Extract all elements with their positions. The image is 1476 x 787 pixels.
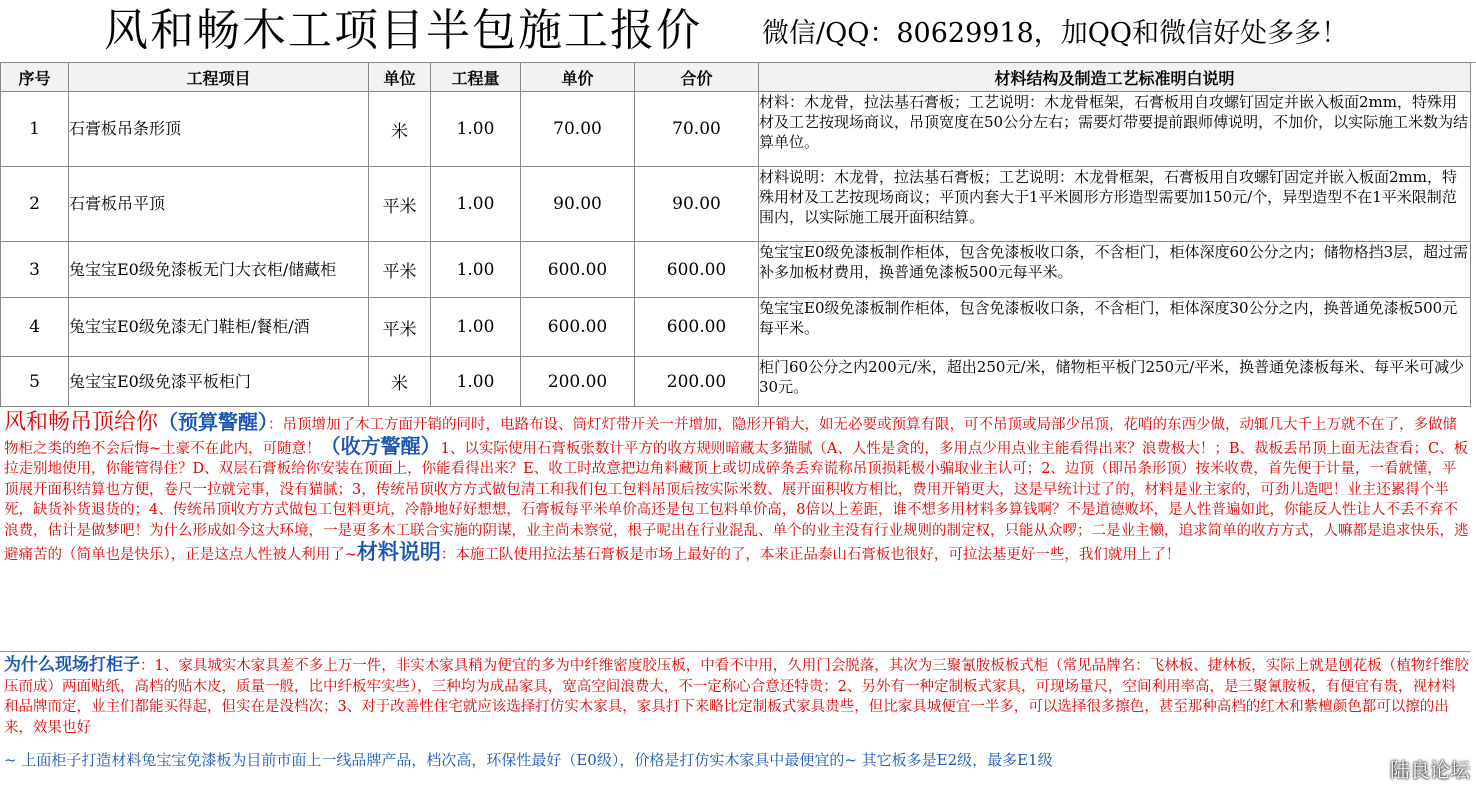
cell-total: 600.00 <box>635 298 759 357</box>
cell-qty: 1.00 <box>431 357 521 407</box>
table-row <box>1 92 1471 167</box>
budget-warning-label: （预算警醒） <box>158 410 269 434</box>
header-total: 合价 <box>635 63 759 92</box>
header-price: 单价 <box>521 63 635 92</box>
cell-price: 600.00 <box>521 242 635 298</box>
table-row <box>1 167 1471 242</box>
cell-qty: 1.00 <box>431 167 521 242</box>
cell-item: 兔宝宝E0级免漆无门鞋柜/餐柜/酒 <box>69 298 369 357</box>
cell-unit: 米 <box>369 92 431 167</box>
quote-table <box>0 62 1471 407</box>
notes-block-2 <box>4 655 1470 738</box>
cell-desc: 兔宝宝E0级免漆板制作柜体，包含免漆板收口条，不含柜门，柜体深度30公分之内，换普通免漆板500元每平米。 <box>759 298 1471 357</box>
title-row <box>0 0 1476 63</box>
cell-price: 90.00 <box>521 167 635 242</box>
footer-line: ~ 上面柜子打造材料兔宝宝免漆板为目前市面上一线品牌产品，档次高，环保性最好（E0级），价格是打仿实木家具中最便宜的~ 其它板多是E2级，最多E1级 <box>4 751 1053 769</box>
watermark: 陆良论坛 <box>1390 758 1470 782</box>
cell-item: 兔宝宝E0级免漆板无门大衣柜/储藏柜 <box>69 242 369 298</box>
header-unit: 单位 <box>369 63 431 92</box>
cell-no: 4 <box>1 298 69 357</box>
material-heading: 材料说明 <box>356 538 441 564</box>
cell-total: 200.00 <box>635 357 759 407</box>
budget-warning-text: ：吊顶增加了木工方面开销的同时，电路布设、筒灯灯带开关一并增加，隐形开销大，如无必要或预算有限，可不吊顶或局部少吊顶，花哨的东西少做，动辄几大千上万就不在了，多做储物柜之类的绝不会后悔~土豪不在此内，可随意！ <box>4 417 1458 457</box>
collect-warning-text: 1、以实际使用石膏板张数计平方的收方规则暗藏太多猫腻（A、人性是贪的，多用点少用点业主能看得出来？浪费极大！；B、裁板丢吊顶上面无法查看；C、板拉走别地使用，你能管得住？D、双层石膏板给你安装在顶面上，你能看得出来？E、收工时故意把边角料藏顶上或切成碎条丢弃谎称吊顶损耗极小骗取业主认可；2、边顶（即吊条形顶）按米收费，首先便于计量，一看就懂，平顶展开面积结算也方便，卷尺一拉就完事，没有猫腻；3，传统吊顶收方方式做包清工和我们包工包料吊顶后按实际米数、展开面积收方相比，费用开销更大，这是早统计过了的，材料是业主家的，可劲儿造吧！业主还累得个半死，缺货补货退货的；4、传统吊顶收方方式做包工包料更坑，冷静地好好想想，石膏板每平米单价高还是包工包料单价高，8倍以上差距，谁不想多用材料多算钱啊？不是道德败坏，是人性普遍如此，你能反人性让人不丢不弃不浪费，估计是做梦吧！为什么形成如今这大环境，一是更多木工联合实施的阴谋，业主尚未察觉，根子呢出在行业混乱、单个的业主没有行业规则的制定权，只能从众啰；二是业主懒，追求简单的收方方式，人嘛都是追求快乐，逃避痛苦的（简单也是快乐），正是这点人性被人利用了~ <box>4 440 1469 563</box>
section-divider <box>0 651 1470 652</box>
cell-desc: 柜门60公分之内200元/米，超出250元/米，储物柜平板门250元/平米，换普通免漆板每米、每平米可减少30元。 <box>759 357 1471 407</box>
cell-no: 3 <box>1 242 69 298</box>
collect-warning-label: （收方警醒） <box>320 433 441 458</box>
cell-desc: 材料说明：木龙骨，拉法基石膏板；工艺说明：木龙骨框架，石膏板用自攻螺钉固定并嵌入板面2mm，特殊用材及工艺按现场商议；平顶内套大于1平米圆形方形造型需要加150元/个，异型造型不在1平米限制范围内，以实际施工展开面积结算。 <box>759 167 1471 242</box>
cell-unit: 平米 <box>369 298 431 357</box>
table-row <box>1 298 1471 357</box>
table-row <box>1 242 1471 298</box>
cell-item: 兔宝宝E0级免漆平板柜门 <box>69 357 369 407</box>
cell-qty: 1.00 <box>431 92 521 167</box>
cell-unit: 米 <box>369 357 431 407</box>
header-item: 工程项目 <box>69 63 369 92</box>
cell-no: 2 <box>1 167 69 242</box>
cell-no: 1 <box>1 92 69 167</box>
cell-price: 600.00 <box>521 298 635 357</box>
page-title: 风和畅木工项目半包施工报价 <box>104 5 702 56</box>
table-row <box>1 357 1471 407</box>
cell-no: 5 <box>1 357 69 407</box>
why-text: ：1、家具城实木家具差不多上万一件，非实木家具稍为便宜的多为中纤维密度胶压板，中看不中用，久用门会脱落，其次为三聚氰胺板板式柜（常见品牌名：飞林板、捷林板，实际上就是刨花板（植物纤维胶压而成）两面贴纸，高档的贴木皮，质量一般，比中纤板牢实些），三种均为成品家具，宽高空间浪费大，不一定称心合意还特贵；2、另外有一种定制板式家具，可现场量尺，空间利用率高，是三聚氰胺板，有便宜有贵，视材料和品牌而定，业主们都能买得起，但实在是没档次；3、对于改善性住宅就应该选择打仿实木家具，家具打下来略比定制板式家具贵些，但比家具城便宜一半多，可以选择很多擦色，甚至那种高档的红木和紫檀颜色都可以擦的出来，效果也好 <box>4 658 1469 736</box>
contact-info: 微信/QQ：80629918，加QQ和微信好处多多！ <box>762 18 1349 49</box>
table-header-row <box>1 63 1471 92</box>
brand-heading: 风和畅吊顶给你 <box>4 410 159 435</box>
cell-unit: 平米 <box>369 167 431 242</box>
why-heading: 为什么现场打柜子 <box>4 655 140 675</box>
material-text: ：本施工队使用拉法基石膏板是市场上最好的了，本来正品泰山石膏板也很好，可拉法基更好一些，我们就用上了！ <box>440 546 1181 563</box>
cell-price: 200.00 <box>521 357 635 407</box>
cell-total: 70.00 <box>635 92 759 167</box>
cell-desc: 兔宝宝E0级免漆板制作柜体，包含免漆板收口条，不含柜门，柜体深度60公分之内；储物格挡3层，超过需补多加板材费用，换普通免漆板500元每平米。 <box>759 242 1471 298</box>
notes-block-1 <box>4 412 1470 565</box>
cell-qty: 1.00 <box>431 242 521 298</box>
cell-price: 70.00 <box>521 92 635 167</box>
cell-desc: 材料：木龙骨，拉法基石膏板；工艺说明：木龙骨框架，石膏板用自攻螺钉固定并嵌入板面2mm，特殊用材及工艺按现场商议，吊顶宽度在50公分左右；需要灯带要提前跟师傅说明，不加价，以实际施工米数为结算单位。 <box>759 92 1471 167</box>
cell-unit: 平米 <box>369 242 431 298</box>
header-no: 序号 <box>1 63 69 92</box>
cell-item: 石膏板吊平顶 <box>69 167 369 242</box>
header-qty: 工程量 <box>431 63 521 92</box>
header-desc: 材料结构及制造工艺标准明白说明 <box>759 63 1471 92</box>
cell-item: 石膏板吊条形顶 <box>69 92 369 167</box>
cell-qty: 1.00 <box>431 298 521 357</box>
cell-total: 90.00 <box>635 167 759 242</box>
cell-total: 600.00 <box>635 242 759 298</box>
